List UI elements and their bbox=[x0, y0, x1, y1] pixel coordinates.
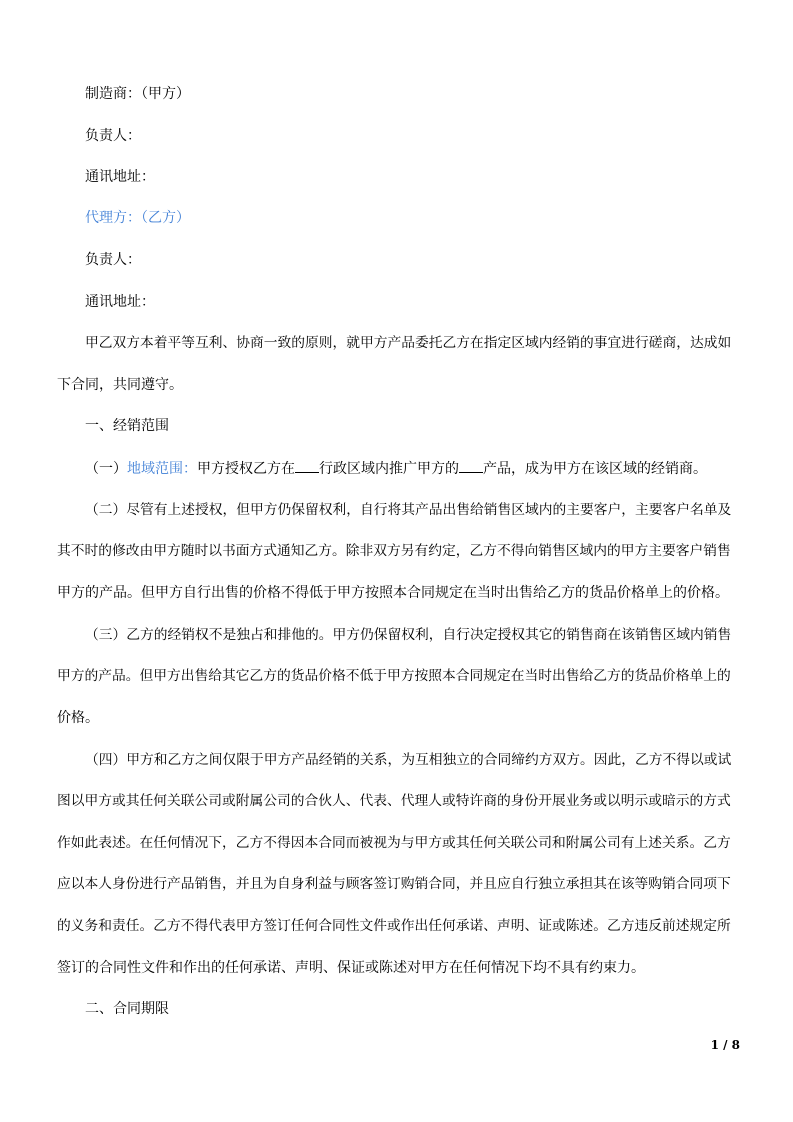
clause-1-text-a: 甲方授权乙方在 bbox=[197, 461, 295, 477]
agent-person-line: 负责人： bbox=[85, 252, 141, 268]
clause-2-line-1: （二）尽管有上述授权，但甲方仍保留权利，自行将其产品出售给销售区域内的主要客户，主要客户名单及 bbox=[85, 502, 732, 518]
intro-line-1: 甲乙双方本着平等互利、协商一致的原则，就甲方产品委托乙方在指定区域内经销的事宜进行磋商，达成如 bbox=[85, 335, 732, 351]
clause-3-line-3: 价格。 bbox=[57, 710, 99, 726]
intro-line-2: 下合同，共同遵守。 bbox=[57, 377, 183, 393]
clause-2-line-3: 甲方的产品。但甲方自行出售的价格不得低于甲方按照本合同规定在当时出售给乙方的货品价格单上的价格。 bbox=[57, 585, 729, 601]
agent-line: 代理方：（乙方） bbox=[85, 210, 190, 226]
manufacturer-line: 制造商：（甲方） bbox=[85, 86, 190, 102]
clause-1-text-c: 产品，成为甲方在该区域的经销商。 bbox=[483, 461, 707, 477]
clause-1-line bbox=[85, 458, 707, 479]
page-number: 1 / 8 bbox=[710, 1038, 740, 1052]
clause-3-line-2: 甲方的产品。但甲方出售给其它乙方的货品价格不低于甲方按照本合同规定在当时出售给乙方的货品价格单上的 bbox=[57, 668, 731, 684]
blank-region-field bbox=[295, 458, 319, 473]
clause-4-line-4: 应以本人身份进行产品销售，并且为自身利益与顾客签订购销合同，并且应自行独立承担其在该等购销合同项下 bbox=[57, 876, 731, 892]
clause-4-line-5: 的义务和责任。乙方不得代表甲方签订任何合同性文件或作出任何承诺、声明、证或陈述。乙方违反前述规定所 bbox=[57, 918, 731, 934]
clause-4-line-1: （四）甲方和乙方之间仅限于甲方产品经销的关系，为互相独立的合同缔约方双方。因此，乙方不得以或试 bbox=[85, 752, 732, 768]
clause-1-label: 地域范围： bbox=[127, 461, 197, 477]
section-1-title: 一、经销范围 bbox=[85, 418, 169, 434]
clause-4-line-3: 作如此表述。在任何情况下，乙方不得因本合同而被视为与甲方或其任何关联公司和附属公司有上述关系。乙方 bbox=[57, 835, 731, 851]
section-2-title: 二、合同期限 bbox=[85, 1001, 169, 1017]
clause-3-line-1: （三）乙方的经销权不是独占和排他的。甲方仍保留权利，自行决定授权其它的销售商在该销售区域内销售 bbox=[85, 627, 732, 643]
agent-address-line: 通讯地址： bbox=[85, 294, 155, 310]
blank-product-field bbox=[459, 458, 483, 473]
clause-2-line-2: 其不时的修改由甲方随时以书面方式通知乙方。除非双方另有约定，乙方不得向销售区域内的甲方主要客户销售 bbox=[57, 543, 731, 559]
manufacturer-address-line: 通讯地址： bbox=[85, 169, 155, 185]
manufacturer-person-line: 负责人： bbox=[85, 128, 141, 144]
clause-4-line-2: 图以甲方或其任何关联公司或附属公司的合伙人、代表、代理人或特许商的身份开展业务或以明示或暗示的方式 bbox=[57, 793, 731, 809]
clause-1-text-b: 行政区域内推广甲方的 bbox=[319, 461, 459, 477]
clause-4-line-6: 签订的合同性文件和作出的任何承诺、声明、保证或陈述对甲方在任何情况下均不具有约束力。 bbox=[57, 960, 645, 976]
clause-1-prefix: （一） bbox=[85, 461, 127, 477]
